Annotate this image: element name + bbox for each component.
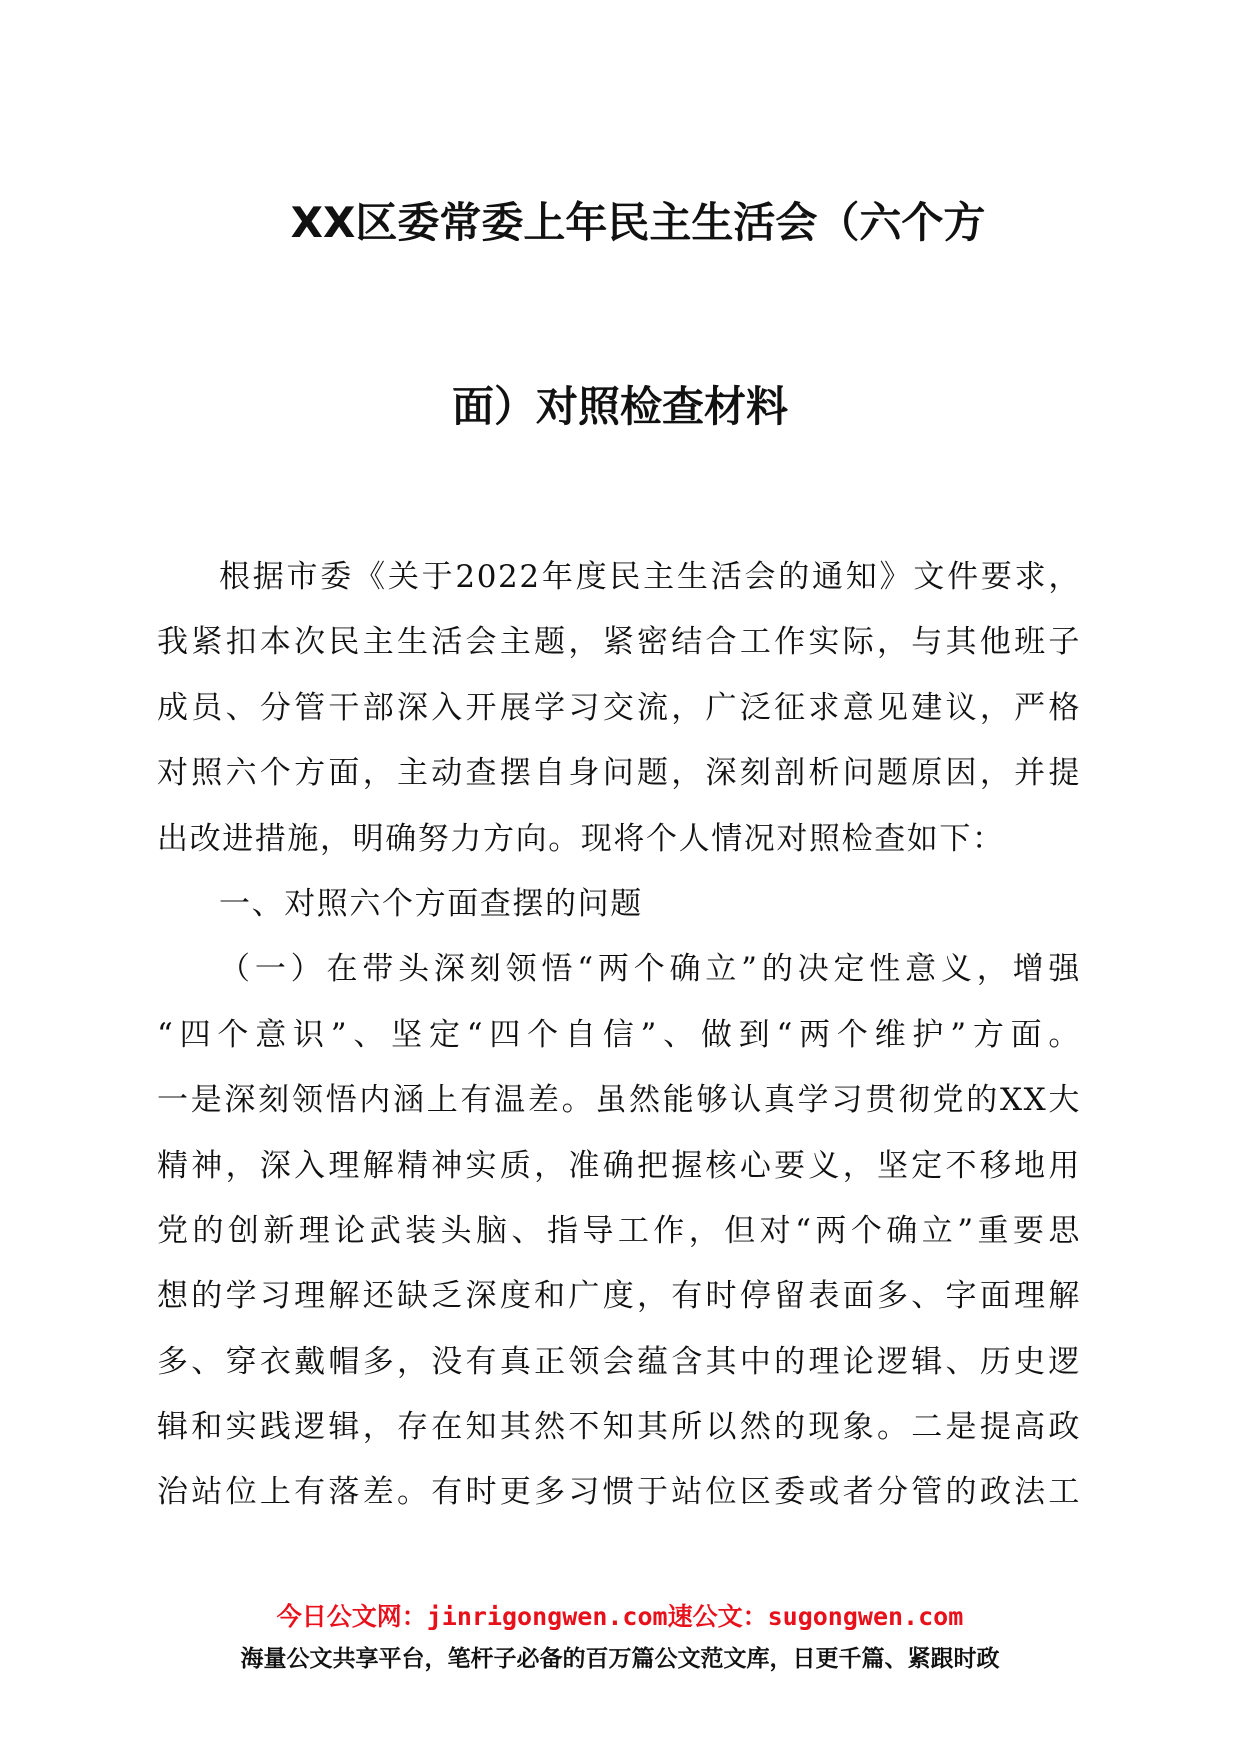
site2-name: 速公文：	[667, 1602, 768, 1631]
body-line: “四个意识”、坚定“四个自信”、做到“两个维护”方面。	[157, 1016, 1081, 1053]
body-line: 辑和实践逻辑，存在知其然不知其所以然的现象。二是提高政	[157, 1409, 1081, 1446]
body-line: 成员、分管干部深入开展学习交流，广泛征求意见建议，严格	[157, 689, 1081, 726]
site1-name: 今日公文网：	[276, 1602, 427, 1631]
body-line: 党的创新理论武装头脑、指导工作，但对“两个确立”重要思	[157, 1212, 1081, 1249]
body-line: 一是深刻领悟内涵上有温差。虽然能够认真学习贯彻党的XX大	[157, 1082, 1081, 1119]
document-title-line-1: XX区委常委上年民主生活会（六个方	[290, 198, 986, 247]
document-body	[157, 545, 1081, 1526]
site2-link[interactable]: sugongwen.com	[767, 1602, 964, 1631]
body-line: 治站位上有落差。有时更多习惯于站位区委或者分管的政法工	[157, 1474, 1081, 1511]
body-line: 多、穿衣戴帽多，没有真正领会蕴含其中的理论逻辑、历史逻	[157, 1343, 1081, 1380]
body-line: 精神，深入理解精神实质，准确把握核心要义，坚定不移地用	[157, 1147, 1081, 1184]
body-line: 出改进措施，明确努力方向。现将个人情况对照检查如下：	[157, 820, 1005, 857]
body-line: 想的学习理解还缺乏深度和广度，有时停留表面多、字面理解	[157, 1278, 1081, 1315]
site1-link[interactable]: jinrigongwen.com	[426, 1602, 668, 1631]
footer-sites	[0, 1597, 1240, 1633]
body-line: 对照六个方面，主动查摆自身问题，深刻剖析问题原因，并提	[157, 755, 1081, 792]
footer-tagline: 海量公文共享平台，笔杆子必备的百万篇公文范文库，日更千篇、紧跟时政	[240, 1646, 1000, 1672]
section-heading: 一、对照六个方面查摆的问题	[219, 885, 643, 922]
body-line: 根据市委《关于2022年度民主生活会的通知》文件要求，	[219, 559, 1081, 595]
body-line: （一）在带头深刻领悟“两个确立”的决定性意义，增强	[219, 951, 1081, 988]
document-title-line-2: 面）对照检查材料	[451, 382, 788, 431]
body-line: 我紧扣本次民主生活会主题，紧密结合工作实际，与其他班子	[157, 624, 1081, 661]
